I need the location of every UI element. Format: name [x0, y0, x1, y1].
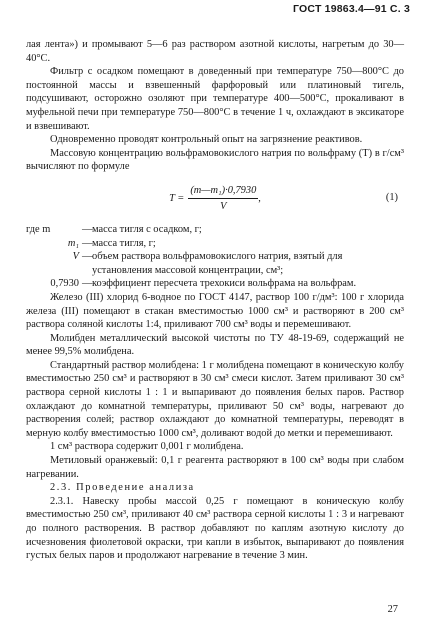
paragraph: лая лента») и промывают 5—6 раз раствором азотной кислоты, нагретым до 30—40°С. [26, 39, 404, 64]
paragraph: 2.3.1. Навеску пробы массой 0,25 г помещают в коническую колбу вместимостью 250 см³, приливают 40 см³ раствора серной кислоты 1 : 3 и нагревают до полного растворения. В раствор добавляют по каплям азотную кислоту до исчезновения фиолетовой окраски, три капли в избыток, выпаривают до появления густых белых паров и продолжают нагревание в течение 3 мин. [26, 495, 404, 562]
dash: — [82, 237, 93, 249]
variable-symbol: 0,7930 [50, 278, 79, 290]
formula-lhs: T = [169, 193, 185, 205]
variable-description: масса тигля с осадком, г; [92, 223, 202, 235]
variable-description: коэффициент пересчета трехокиси вольфрама на вольфрам. [92, 278, 357, 290]
variable-description: объем раствора вольфрамовокислого натрия, взятый для установления массовой концентрации, см³; [92, 251, 343, 276]
variable-description: масса тигля, г; [92, 237, 156, 249]
formula-numerator: (m—m₁)·0,7930 [188, 184, 258, 200]
document-body [26, 38, 404, 563]
variable-definitions [26, 223, 404, 291]
formula-end: , [258, 193, 261, 205]
paragraph: Одновременно проводят контрольный опыт на загрязнение реактивов. [50, 134, 363, 146]
dash: — [82, 223, 93, 235]
paragraph: Фильтр с осадком помещают в доведенный при температуре 750—800°С до постоянной массы и взвешенный фарфоровый или платиновый тигель, подсушивают, осторожно озоляют при температуре 400—500°С, прокаливают в муфельной печи при температуре 750—800°С в течение 1 ч, охлаждают в эксикаторе и взвешивают. [26, 66, 404, 132]
dash: — [82, 278, 93, 290]
formula-number: (1) [385, 191, 398, 203]
section-heading: 2.3. Проведение анализа [50, 482, 195, 494]
formula-fraction [188, 184, 258, 214]
variable-symbol: V [72, 251, 79, 263]
variable-symbol: где m [26, 223, 51, 235]
formula-denominator: V [220, 201, 227, 213]
dash: — [82, 251, 93, 263]
paragraph: Метиловый оранжевый: 0,1 г реагента растворяют в 100 см³ воды при слабом нагревании. [26, 455, 404, 480]
paragraph: Молибден металлический высокой чистоты по ТУ 48-19-69, содержащий не менее 99,5% молибдена. [26, 332, 404, 358]
paragraph: 1 см³ раствора содержит 0,001 г молибдена. [50, 441, 244, 453]
paragraph: Массовую концентрацию вольфрамовокислого натрия по вольфраму (T) в г/см³ вычисляют по формуле [26, 147, 404, 173]
page-header: ГОСТ 19863.4—91 С. 3 [293, 3, 410, 15]
page-number: 27 [387, 604, 398, 615]
paragraph: Стандартный раствор молибдена: 1 г молибдена помещают в коническую колбу вместимостью 250 см³ и растворяют в 30 см³ смеси кислот. Затем приливают 30 см³ раствора серной кислоты 1 : 1 и выпаривают до появления белых паров. Раствор охлаждают до комнатной температуры, приливают 50 см³ воды, нагревают до растворения солей; раствор охлаждают до комнатной температуры, переводят в мерную колбу вместимостью 1000 см³, доливают водой до метки и перемешивают. [26, 359, 404, 439]
variable-symbol: m₁ [67, 237, 79, 249]
paragraph: Железо (III) хлорид 6-водное по ГОСТ 4147, раствор 100 г/дм³: 100 г хлорида железа (III) помещают в стакан вместимостью 1000 см³ и растворяют в 200 см³ раствора соляной кислоты 1:4, приливают 700 см³ воды и перемешивают. [26, 291, 404, 331]
formula [26, 179, 404, 219]
